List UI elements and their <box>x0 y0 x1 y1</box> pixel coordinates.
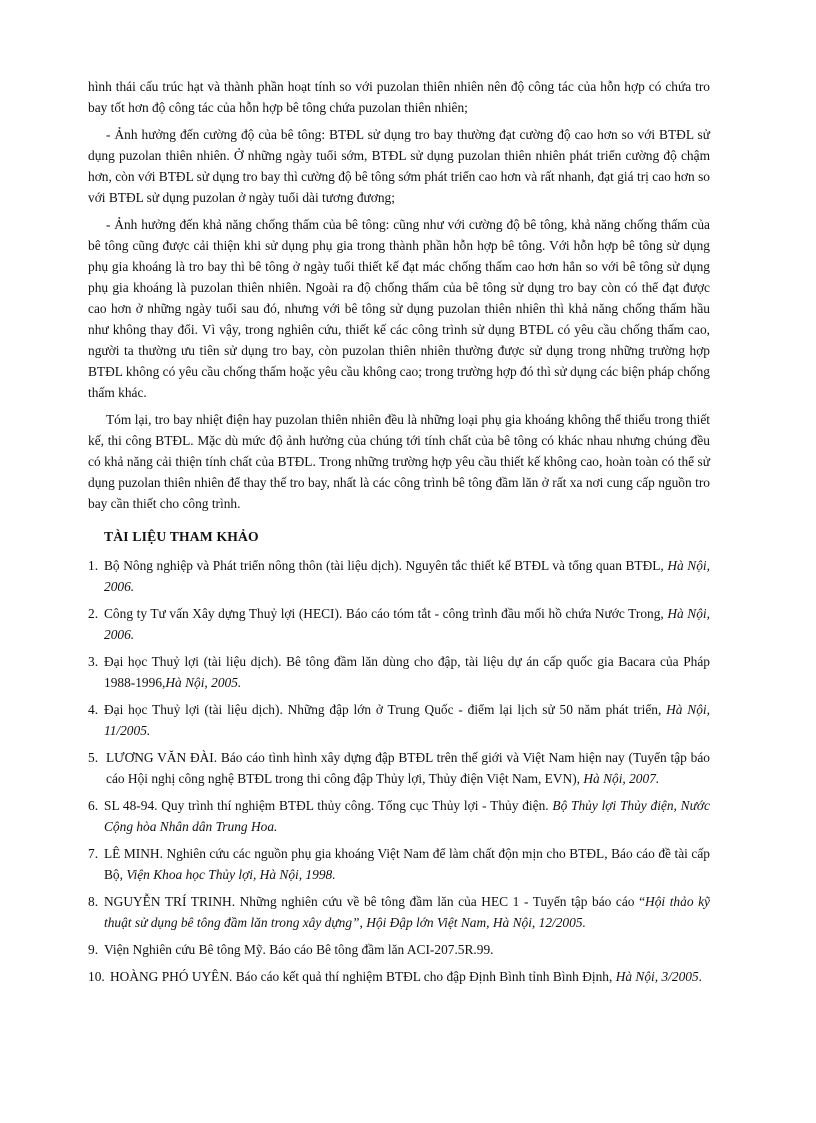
paragraph-waterproof-effect: - Ảnh hưởng đến khả năng chống thấm của bê tông: cũng như với cường độ bê tông, khả năng chống thấm của bê tông cũng được cải thiện khi sử dụng phụ gia trong thành phần hỗn hợp bê tông. Với hỗn hợp bê tông sử dụng phụ gia khoáng là tro bay thì bê tông ở ngày tuổi thiết kế đạt mác chống thấm cao hơn hẳn so với bê tông sử dụng phụ gia khoáng là puzolan thiên nhiên. Ngoài ra độ chống thấm của bê tông sử dụng tro bay còn có thể đạt được cao hơn ở những ngày tuổi sau đó, nhưng với bê tông sử dụng puzolan thiên nhiên thì khả năng chống thấm hầu như không thay đổi. Vì vậy, trong nghiên cứu, thiết kế các công trình sử dụng BTĐL có yêu cầu chống thấm cao, người ta thường ưu tiên sử dụng tro bay, còn puzolan thiên nhiên thường được sử dụng trong những trường hợp BTĐL không có yêu cầu chống thấm hoặc yêu cầu không cao; trong trường hợp đó thì sử dụng các biện pháp chống thấm khác. <box>88 217 710 400</box>
reference-text: NGUYỄN TRÍ TRINH. Những nghiên cứu về bê tông đầm lăn của HEC 1 - Tuyển tập báo cáo “Hội thảo kỹ thuật sử dụng bê tông đầm lăn trong xây dựng”, Hội Đập lớn Việt Nam, Hà Nội, 12/2005. <box>104 894 710 930</box>
reference-item <box>88 843 710 885</box>
reference-item <box>88 795 710 837</box>
reference-text: SL 48-94. Quy trình thí nghiệm BTĐL thủy công. Tổng cục Thủy lợi - Thủy điện. Bộ Thủy lợi Thủy điện, Nước Cộng hòa Nhân dân Trung Hoa. <box>104 798 710 834</box>
reference-text: Đại học Thuỷ lợi (tài liệu dịch). Bê tông đầm lăn dùng cho đập, tài liệu dự án cấp quốc gia Bacara của Pháp 1988-1996,Hà Nội, 2005. <box>104 654 710 690</box>
reference-number: 7. <box>88 846 102 861</box>
reference-number: 1. <box>88 558 102 573</box>
reference-item <box>88 939 710 960</box>
reference-item <box>88 603 710 645</box>
reference-item <box>88 891 710 933</box>
reference-number: 9. <box>88 942 102 957</box>
reference-item <box>88 966 710 987</box>
paragraph-conclusion: Tóm lại, tro bay nhiệt điện hay puzolan thiên nhiên đều là những loại phụ gia khoáng không thể thiếu trong thiết kế, thi công BTĐL. Mặc dù mức độ ảnh hưởng của chúng tới tính chất của bê tông có khác nhau nhưng chúng đều có khả năng cải thiện tính chất của BTĐL. Trong những trường hợp yêu cầu thiết kế không cao, hoàn toàn có thể sử dụng puzolan thiên nhiên để thay thế tro bay, nhất là các công trình bê tông đầm lăn ở rất xa nơi cung cấp nguồn tro bay cần thiết cho công trình. <box>88 412 710 511</box>
reference-number: 6. <box>88 798 102 813</box>
references-list <box>88 555 710 987</box>
document-page <box>88 76 710 993</box>
reference-text: LÊ MINH. Nghiên cứu các nguồn phụ gia khoáng Việt Nam để làm chất độn mịn cho BTĐL, Báo cáo đề tài cấp Bộ, Viện Khoa học Thủy lợi, Hà Nội, 1998. <box>104 846 710 882</box>
reference-number: 10. <box>88 969 109 984</box>
paragraph-strength-effect: - Ảnh hưởng đến cường độ của bê tông: BTĐL sử dụng tro bay thường đạt cường độ cao hơn so với BTĐL sử dụng puzolan thiên nhiên. Ở những ngày tuổi sớm, BTĐL sử dụng puzolan thiên nhiên phát triển cường độ chậm hơn, còn với BTĐL sử dụng tro bay thì cường độ bê tông sớm phát triển cao hơn và rất nhanh, đạt giá trị cao hơn so với BTĐL sử dụng puzolan ở ngày tuổi dài tương đương; <box>88 127 710 205</box>
reference-item <box>88 699 710 741</box>
reference-item <box>88 555 710 597</box>
reference-number: 2. <box>88 606 102 621</box>
reference-text: Bộ Nông nghiệp và Phát triển nông thôn (tài liệu dịch). Nguyên tắc thiết kế BTĐL và tổng quan BTĐL, Hà Nội, 2006. <box>104 558 710 594</box>
reference-item <box>88 651 710 693</box>
references-heading: TÀI LIỆU THAM KHẢO <box>104 529 259 544</box>
reference-number: 3. <box>88 654 102 669</box>
reference-text: Công ty Tư vấn Xây dựng Thuỷ lợi (HECI). Báo cáo tóm tắt - công trình đầu mối hồ chứa Nước Trong, Hà Nội, 2006. <box>104 606 710 642</box>
reference-text: LƯƠNG VĂN ĐÀI. Báo cáo tình hình xây dựng đập BTĐL trên thế giới và Việt Nam hiện nay (Tuyển tập báo cáo Hội nghị công nghệ BTĐL trong thi công đập Thủy lợi, Thủy điện Việt Nam, EVN), Hà Nội, 2007. <box>106 750 710 786</box>
reference-text: HOÀNG PHÓ UYÊN. Báo cáo kết quả thí nghiệm BTĐL cho đập Định Bình tỉnh Bình Định, Hà Nội, 3/2005. <box>110 969 703 984</box>
reference-item <box>88 747 710 789</box>
reference-text: Viện Nghiên cứu Bê tông Mỹ. Báo cáo Bê tông đầm lăn ACI-207.5R.99. <box>104 942 494 957</box>
reference-number: 5. <box>88 750 105 765</box>
reference-number: 4. <box>88 702 102 717</box>
reference-text: Đại học Thuỷ lợi (tài liệu dịch). Những đập lớn ở Trung Quốc - điểm lại lịch sử 50 năm phát triển, Hà Nội, 11/2005. <box>104 702 710 738</box>
paragraph-continuation: hình thái cấu trúc hạt và thành phần hoạt tính so với puzolan thiên nhiên nên độ công tác của hỗn hợp có chứa tro bay tốt hơn độ công tác của hỗn hợp bê tông chứa puzolan thiên nhiên; <box>88 79 710 115</box>
reference-number: 8. <box>88 894 102 909</box>
